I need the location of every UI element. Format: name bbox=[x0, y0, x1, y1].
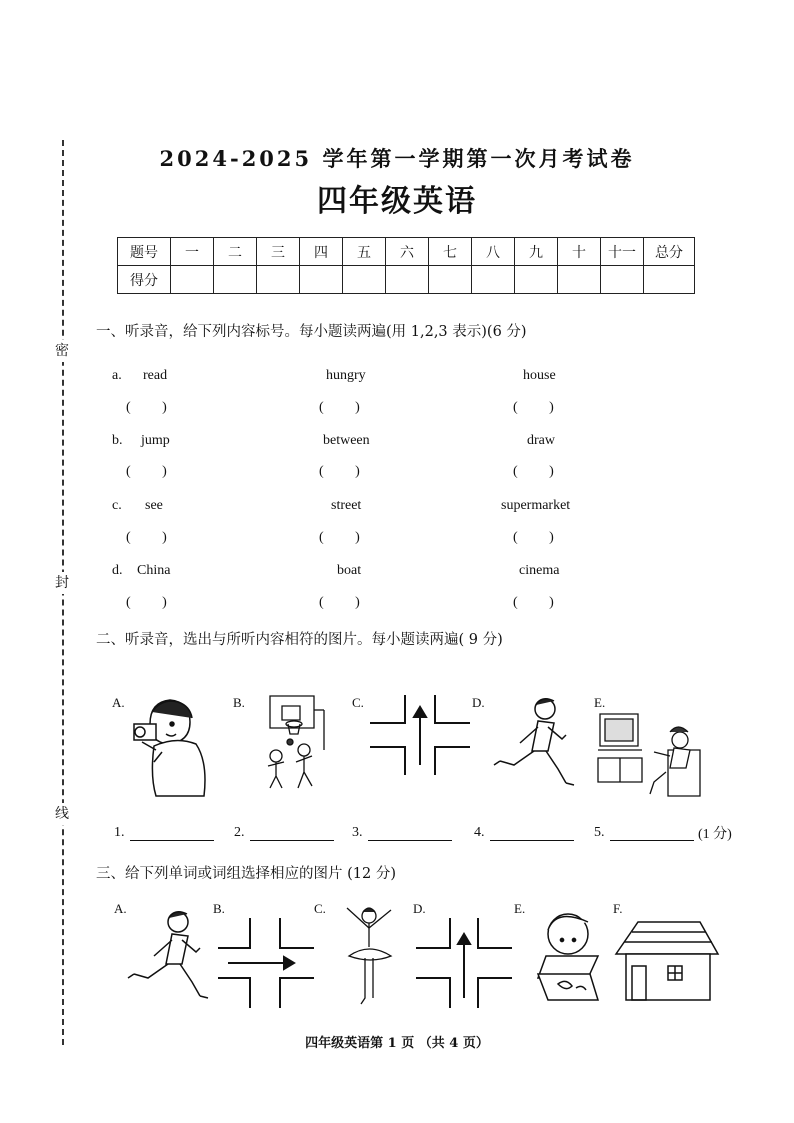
score-col-total: 总分 bbox=[644, 238, 695, 266]
basketball-kids-icon bbox=[262, 690, 332, 800]
answer-paren[interactable]: ( ) bbox=[126, 464, 167, 479]
picture-label: B. bbox=[233, 695, 245, 710]
seal-char-xian: 线 bbox=[52, 803, 72, 825]
word-item: hungry bbox=[326, 368, 366, 383]
section3-title: 三、给下列单词或词组选择相应的图片 (12 分) bbox=[96, 866, 396, 882]
blank-number: 2. bbox=[234, 825, 245, 840]
score-col-5: 五 bbox=[343, 238, 386, 266]
score-col-10: 十 bbox=[558, 238, 601, 266]
section2-title: 二、听录音，选出与所听内容相符的图片。每小题读两遍( 9 分) bbox=[96, 632, 503, 648]
picture-label: C. bbox=[314, 901, 326, 916]
blank-number: 1. bbox=[114, 825, 125, 840]
answer-paren[interactable]: ( ) bbox=[319, 464, 360, 479]
word-item: draw bbox=[527, 433, 555, 448]
score-col-4: 四 bbox=[300, 238, 343, 266]
crossroad-straight-icon bbox=[370, 695, 470, 775]
score-col-1: 一 bbox=[171, 238, 214, 266]
go-straight-icon bbox=[416, 918, 512, 1008]
answer-blank[interactable] bbox=[610, 840, 694, 841]
answer-paren[interactable]: ( ) bbox=[319, 595, 360, 610]
score-col-2: 二 bbox=[214, 238, 257, 266]
score-cell[interactable] bbox=[515, 266, 558, 294]
picture-label: A. bbox=[114, 901, 127, 916]
word-item: read bbox=[143, 368, 168, 383]
exam-subtitle: 四年级英语 bbox=[317, 184, 477, 219]
answer-paren[interactable]: ( ) bbox=[513, 530, 554, 545]
score-col-6: 六 bbox=[386, 238, 429, 266]
running-boy-icon bbox=[490, 695, 580, 800]
points-note: (1 分) bbox=[698, 827, 732, 842]
running-boy-icon bbox=[122, 908, 212, 1013]
turn-right-icon bbox=[218, 918, 314, 1008]
row-letter: c. bbox=[112, 498, 122, 513]
answer-paren[interactable]: ( ) bbox=[319, 530, 360, 545]
picture-label: C. bbox=[352, 695, 364, 710]
answer-paren[interactable]: ( ) bbox=[513, 400, 554, 415]
page-footer: 四年级英语第 1 页 （共 4 页） bbox=[305, 1036, 489, 1051]
word-item: between bbox=[323, 433, 370, 448]
section1-title: 一、听录音，给下列内容标号。每小题读两遍(用 1,2,3 表示)(6 分) bbox=[96, 324, 527, 340]
score-cell[interactable] bbox=[300, 266, 343, 294]
picture-label: B. bbox=[213, 901, 225, 916]
score-cell[interactable] bbox=[472, 266, 515, 294]
ballet-dancer-icon bbox=[335, 900, 405, 1010]
row-letter: a. bbox=[112, 368, 122, 383]
answer-blank[interactable] bbox=[490, 840, 574, 841]
answer-blank[interactable] bbox=[130, 840, 214, 841]
blank-number: 4. bbox=[474, 825, 485, 840]
score-cell[interactable] bbox=[257, 266, 300, 294]
score-cell[interactable] bbox=[214, 266, 257, 294]
score-table bbox=[117, 237, 695, 294]
score-col-3: 三 bbox=[257, 238, 300, 266]
word-item: supermarket bbox=[501, 498, 571, 513]
answer-paren[interactable]: ( ) bbox=[513, 595, 554, 610]
answer-blank[interactable] bbox=[250, 840, 334, 841]
answer-paren[interactable]: ( ) bbox=[126, 595, 167, 610]
exam-title: 2024-2025 学年第一学期第一次月考试卷 bbox=[159, 146, 635, 171]
boy-with-camera-icon bbox=[130, 690, 210, 800]
score-cell[interactable] bbox=[558, 266, 601, 294]
answer-blank[interactable] bbox=[368, 840, 452, 841]
row-letter: b. bbox=[112, 433, 123, 448]
score-table-score-row bbox=[118, 266, 695, 294]
answer-paren[interactable]: ( ) bbox=[126, 400, 167, 415]
word-item: China bbox=[137, 563, 171, 578]
score-table-header-row bbox=[118, 238, 695, 266]
answer-paren[interactable]: ( ) bbox=[126, 530, 167, 545]
picture-label: E. bbox=[594, 695, 606, 710]
seal-char-feng: 封 bbox=[52, 572, 72, 594]
word-item: cinema bbox=[519, 563, 560, 578]
watching-tv-icon bbox=[596, 710, 706, 800]
score-col-11: 十一 bbox=[601, 238, 644, 266]
score-cell[interactable] bbox=[601, 266, 644, 294]
seal-char-mi: 密 bbox=[52, 340, 72, 362]
score-cell[interactable] bbox=[386, 266, 429, 294]
picture-label: F. bbox=[613, 901, 623, 916]
score-cell[interactable] bbox=[343, 266, 386, 294]
picture-label: E. bbox=[514, 901, 526, 916]
picture-label: D. bbox=[472, 695, 485, 710]
picture-label: D. bbox=[413, 901, 426, 916]
word-item: street bbox=[331, 498, 362, 513]
blank-number: 3. bbox=[352, 825, 363, 840]
score-col-7: 七 bbox=[429, 238, 472, 266]
house-icon bbox=[614, 920, 720, 1002]
word-item: house bbox=[523, 368, 556, 383]
word-item: boat bbox=[337, 563, 362, 578]
score-col-8: 八 bbox=[472, 238, 515, 266]
word-item: jump bbox=[141, 433, 170, 448]
answer-paren[interactable]: ( ) bbox=[319, 400, 360, 415]
score-row-header: 题号 bbox=[118, 238, 171, 266]
score-cell[interactable] bbox=[644, 266, 695, 294]
blank-number: 5. bbox=[594, 825, 605, 840]
row-letter: d. bbox=[112, 563, 123, 578]
word-item: see bbox=[145, 498, 163, 513]
score-col-9: 九 bbox=[515, 238, 558, 266]
answer-paren[interactable]: ( ) bbox=[513, 464, 554, 479]
drawing-child-icon bbox=[532, 908, 606, 1004]
score-cell[interactable] bbox=[429, 266, 472, 294]
score-cell[interactable] bbox=[171, 266, 214, 294]
score-row-label: 得分 bbox=[118, 266, 171, 294]
picture-label: A. bbox=[112, 695, 125, 710]
